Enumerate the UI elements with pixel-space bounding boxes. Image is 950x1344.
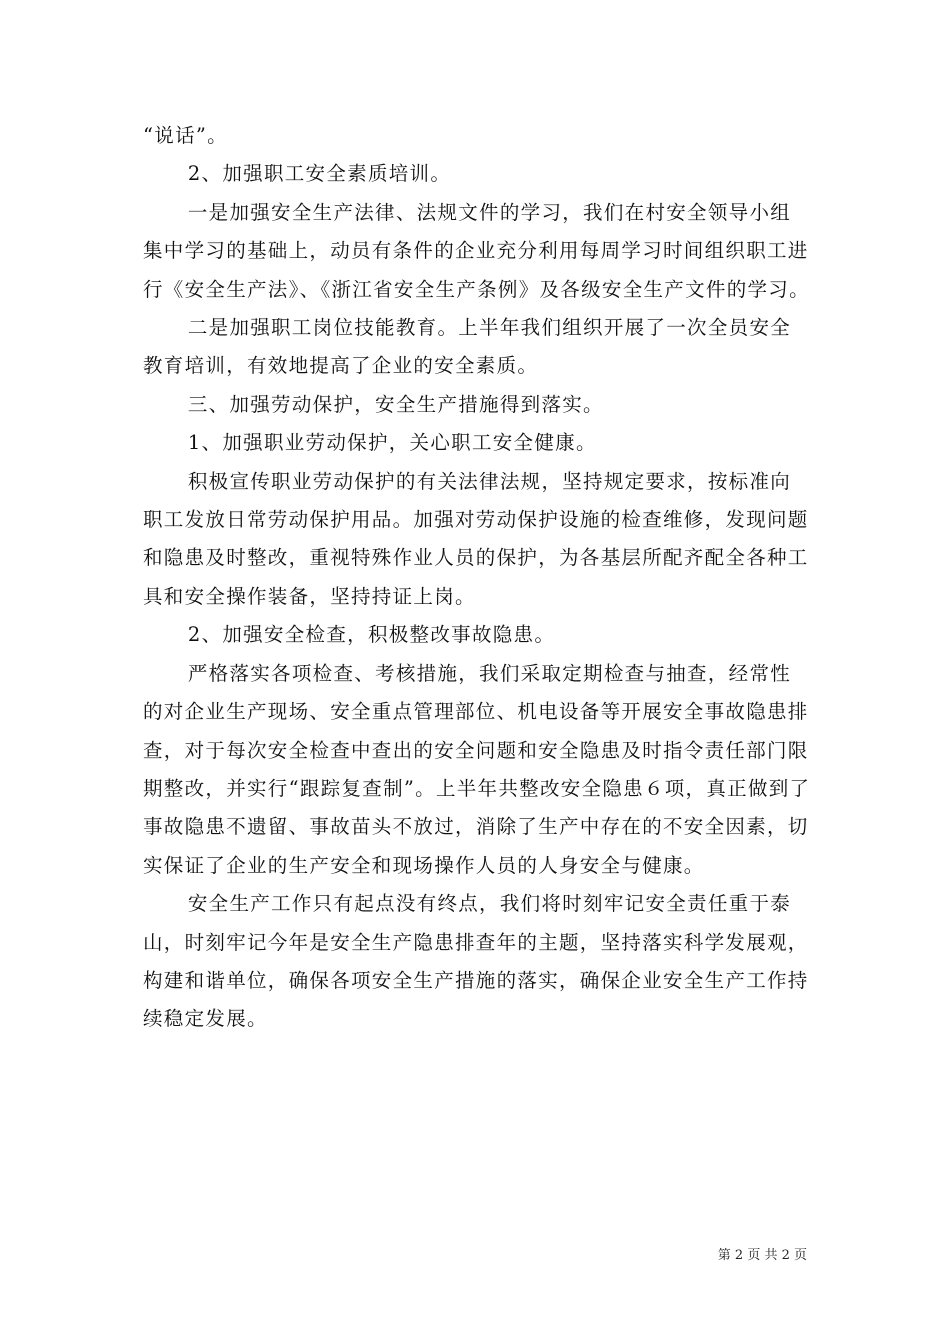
- paragraph-5: 三、加强劳动保护，安全生产措施得到落实。: [187, 392, 604, 416]
- paragraph-1: “说话”。: [143, 124, 228, 147]
- paragraph-2: 2、加强职工安全素质培训。: [187, 162, 452, 186]
- page-number-footer: 第 2 页 共 2 页: [717, 1248, 807, 1263]
- paragraph-10: 安全生产工作只有起点没有终点，我们将时刻牢记安全责任重于泰山，时刻牢记今年是安全生产隐患排查年的主题，坚持落实科学发展观，构建和谐单位，确保各项安全生产措施的落实，确保企业安全生产工作持续稳定发展。: [143, 892, 809, 1031]
- paragraph-8: 2、加强安全检查，积极整改事故隐患。: [187, 623, 556, 647]
- paragraph-6: 1、加强职业劳动保护，关心职工安全健康。: [187, 431, 597, 455]
- paragraph-9: 严格落实各项检查、考核措施，我们采取定期检查与抽查，经常性的对企业生产现场、安全重点管理部位、机电设备等开展安全事故隐患排查，对于每次安全检查中查出的安全问题和安全隐患及时指令责任部门限期整改，并实行“跟踪复查制”。上半年共整改安全隐患６项，真正做到了事故隐患不遗留、事故苗头不放过，消除了生产中存在的不安全因素，切实保证了企业的生产安全和现场操作人员的人身安全与健康。: [143, 661, 811, 877]
- document-body: [143, 117, 811, 1039]
- paragraph-4: 二是加强职工岗位技能教育。上半年我们组织开展了一次全员安全教育培训，有效地提高了企业的安全素质。: [143, 316, 792, 378]
- paragraph-7: 积极宣传职业劳动保护的有关法律法规，坚持规定要求，按标准向职工发放日常劳动保护用品。加强对劳动保护设施的检查维修，发现问题和隐患及时整改，重视特殊作业人员的保护，为各基层所配齐配全各种工具和安全操作装备，坚持持证上岗。: [143, 469, 809, 608]
- paragraph-3: 一是加强安全生产法律、法规文件的学习，我们在村安全领导小组集中学习的基础上，动员有条件的企业充分利用每周学习时间组织职工进行《安全生产法》、《浙江省安全生产条例》及各级安全生产文件的学习。: [143, 200, 810, 301]
